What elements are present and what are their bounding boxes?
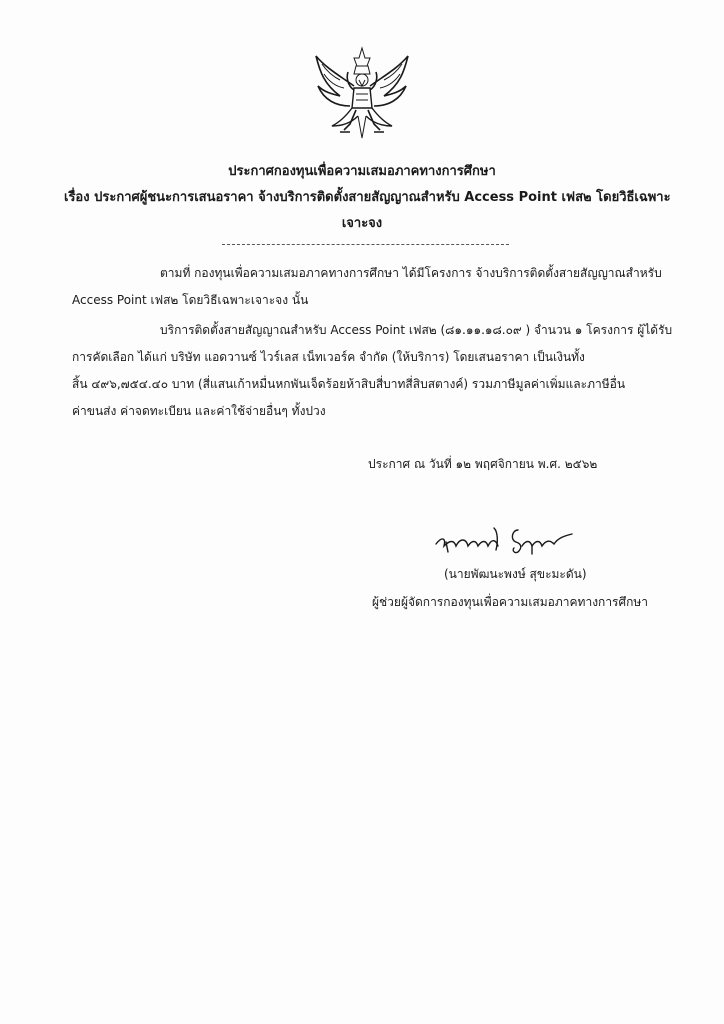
body-paragraph1-line1: ตามที่ กองทุนเพื่อความเสมอภาคทางการศึกษา ได้มีโครงการ จ้างบริการติดตั้งสายสัญญาณสำหรับ bbox=[160, 266, 662, 280]
signer-position: ผู้ช่วยผู้จัดการกองทุนเพื่อความเสมอภาคทางการศึกษา bbox=[372, 595, 649, 609]
announcement-subject: เรื่อง ประกาศผู้ชนะการเสนอราคา จ้างบริการติดตั้งสายสัญญาณสำหรับ Access Point เฟส๒ โดยวิธีเฉพาะ bbox=[64, 190, 671, 205]
body-paragraph1-line2: Access Point เฟส๒ โดยวิธีเฉพาะเจาะจง นั้น bbox=[72, 293, 309, 307]
body-paragraph2-line1: บริการติดตั้งสายสัญญาณสำหรับ Access Point เฟส๒ (๘๑.๑๑.๑๘.๐๙ ) จำนวน ๑ โครงการ ผู้ได้รับ bbox=[160, 323, 673, 337]
announcement-subject-continued: เจาะจง bbox=[341, 216, 383, 231]
announcement-date: ประกาศ ณ วันที่ ๑๒ พฤศจิกายน พ.ศ. ๒๕๖๒ bbox=[368, 457, 598, 471]
header-divider bbox=[222, 244, 509, 245]
body-paragraph2-line4: ค่าขนส่ง ค่าจดทะเบียน และค่าใช้จ่ายอื่นๆ ทั้งปวง bbox=[72, 404, 326, 418]
garuda-emblem-icon bbox=[310, 46, 414, 142]
announcement-title: ประกาศกองทุนเพื่อความเสมอภาคทางการศึกษา bbox=[228, 164, 496, 179]
handwritten-signature bbox=[432, 518, 582, 560]
signer-name: (นายพัฒนะพงษ์ สุขะมะดัน) bbox=[444, 567, 587, 581]
body-paragraph2-line3: สิ้น ๔๙๖,๗๕๔.๔๐ บาท (สี่แสนเก้าหมื่นหกพันเจ็ดร้อยห้าสิบสี่บาทสี่สิบสตางค์) รวมภาษีมูลค่าเพิ่มและภาษีอื่น bbox=[72, 377, 626, 391]
body-paragraph2-line2: การคัดเลือก ได้แก่ บริษัท แอดวานซ์ ไวร์เลส เน็ทเวอร์ค จำกัด (ให้บริการ) โดยเสนอราคา เป็นเงินทั้ง bbox=[72, 350, 585, 364]
